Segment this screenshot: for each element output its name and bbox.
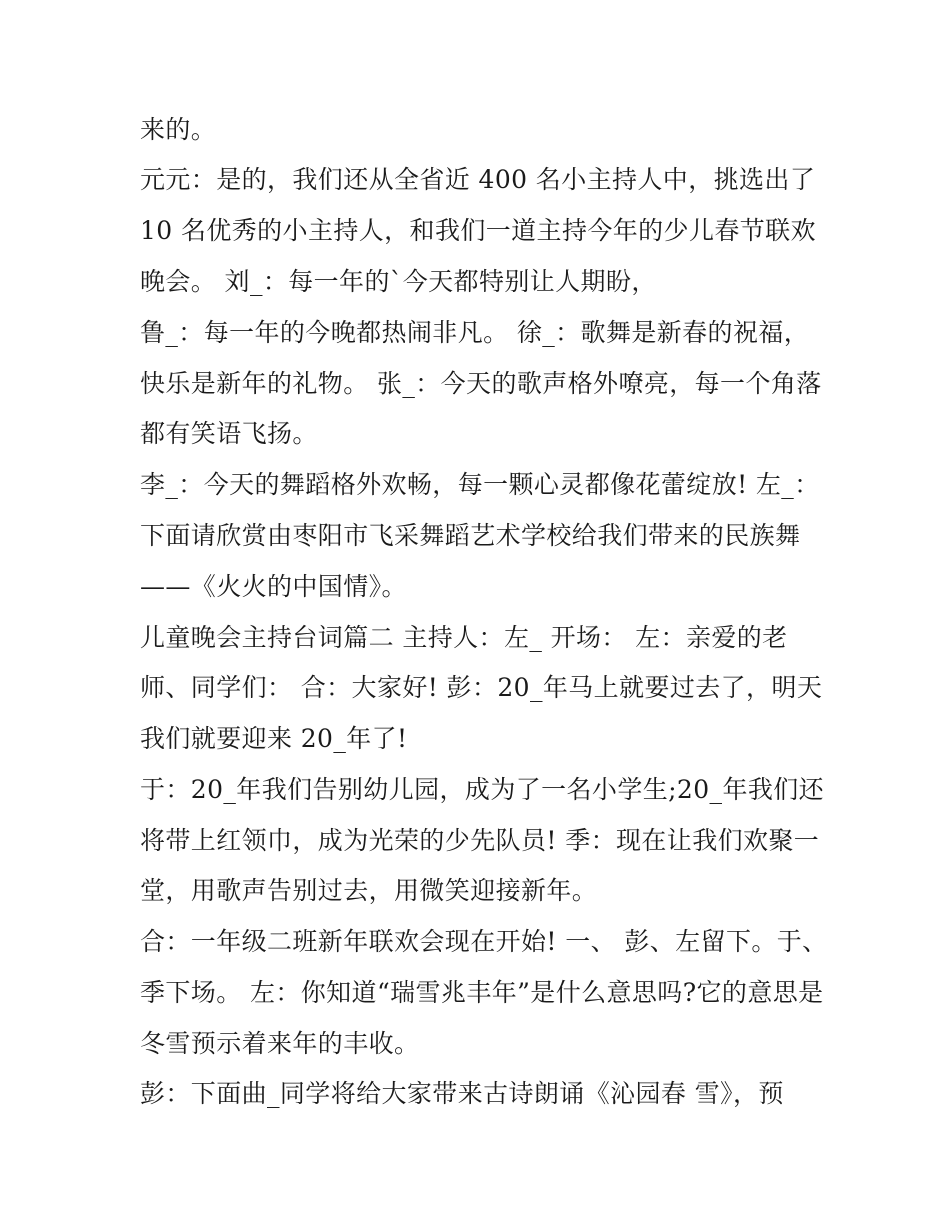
text-line: 堂，用歌声告别过去，用微笑迎接新年。	[140, 876, 598, 905]
text-line: 合：一年级二班新年联欢会现在开始! 一、 彭、左留下。于、	[140, 927, 828, 956]
text-line: 师、同学们： 合：大家好! 彭：20_年马上就要过去了，明天	[140, 673, 823, 702]
text-line: 鲁_：每一年的今晚都热闹非凡。 徐_：歌舞是新春的祝福，	[140, 318, 810, 347]
text-line: 元元：是的，我们还从全省近 400 名小主持人中，挑选出了	[140, 165, 816, 194]
text-line: 晚会。 刘_：每一年的`今天都特别让人期盼，	[140, 267, 657, 296]
text-line: 将带上红领巾，成为光荣的少先队员! 季：现在让我们欢聚一	[140, 826, 820, 855]
text-line: 李_：今天的舞蹈格外欢畅，每一颗心灵都像花蕾绽放! 左_：	[140, 470, 820, 499]
text-line: 快乐是新年的礼物。 张_：今天的歌声格外嘹亮，每一个角落	[140, 369, 822, 398]
text-line: 冬雪预示着来年的丰收。	[140, 1029, 420, 1058]
text-line: 10 名优秀的小主持人，和我们一道主持今年的少儿春节联欢	[140, 216, 816, 245]
text-line: 都有笑语飞扬。	[140, 419, 318, 448]
text-line: 下面请欣赏由枣阳市飞采舞蹈艺术学校给我们带来的民族舞	[140, 521, 801, 550]
text-line: 我们就要迎来 20_年了!	[140, 724, 408, 753]
text-line: 彭：下面曲_同学将给大家带来古诗朗诵《沁园春 雪》，预	[140, 1079, 784, 1108]
text-line: 季下场。 左：你知道“瑞雪兆丰年”是什么意思吗?它的意思是	[140, 978, 824, 1007]
text-line: ——《火火的中国情》。	[140, 572, 407, 601]
text-line: 儿童晚会主持台词篇二 主持人：左_ 开场： 左：亲爱的老	[140, 623, 788, 652]
text-line: 于：20_年我们告别幼儿园，成为了一名小学生;20_年我们还	[140, 775, 825, 804]
text-line: 来的。	[140, 115, 217, 144]
